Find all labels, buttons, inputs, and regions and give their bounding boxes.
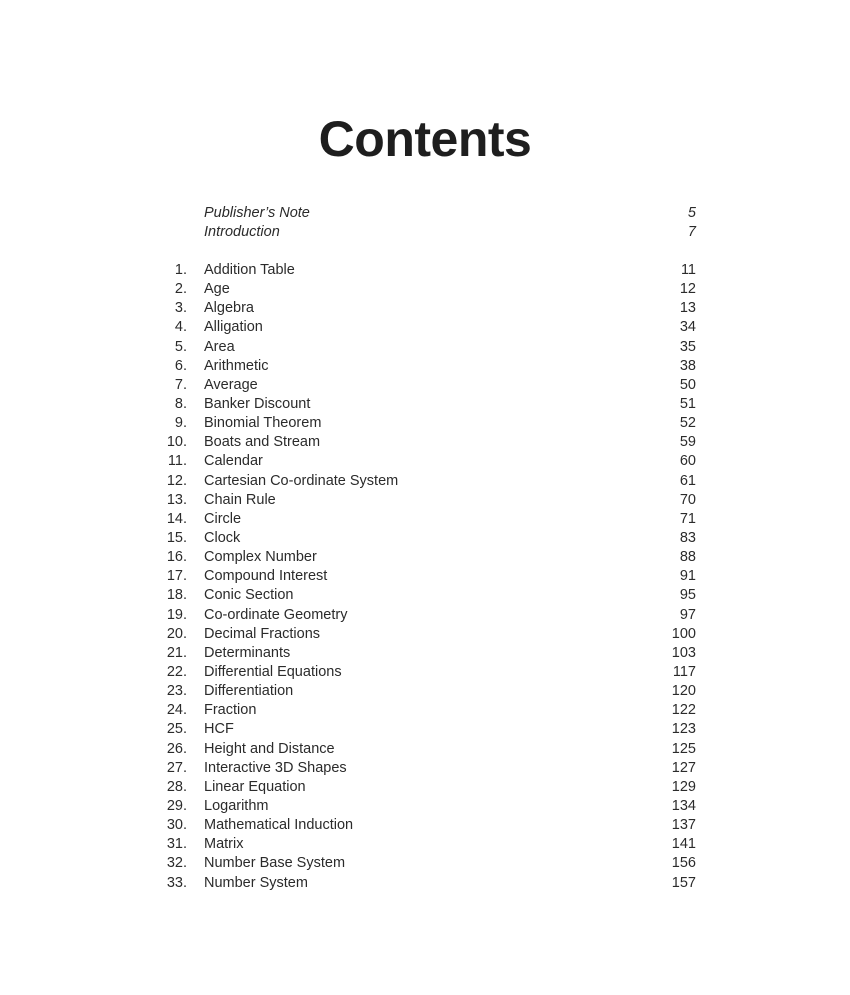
chapter-page-number: 52 — [679, 415, 696, 432]
chapter-entry[interactable] — [0, 376, 850, 395]
chapter-number: 20. — [166, 625, 187, 642]
chapter-number: 16. — [166, 549, 187, 566]
chapter-entry[interactable] — [0, 338, 850, 357]
chapter-entry[interactable] — [0, 567, 850, 586]
chapter-title: Mathematical Induction — [204, 817, 354, 834]
chapter-title: Compound Interest — [204, 568, 328, 585]
chapter-title: Alligation — [204, 319, 263, 336]
chapter-number: 2. — [174, 281, 187, 298]
chapter-title: Determinants — [204, 644, 291, 661]
chapter-entry[interactable] — [0, 395, 850, 414]
chapter-title: Banker Discount — [204, 395, 311, 412]
chapter-number: 17. — [166, 568, 187, 585]
chapter-number: 30. — [166, 817, 187, 834]
chapter-entry[interactable] — [0, 491, 850, 510]
chapter-page-number: 157 — [671, 874, 696, 891]
chapter-entry[interactable] — [0, 740, 850, 759]
chapter-page-number: 60 — [679, 453, 696, 470]
chapter-number: 32. — [166, 855, 187, 872]
chapter-title: Matrix — [204, 836, 244, 853]
chapter-number: 31. — [166, 836, 187, 853]
chapter-title: Arithmetic — [204, 357, 269, 374]
chapter-page-number: 59 — [679, 434, 696, 451]
chapter-number: 5. — [174, 338, 187, 355]
chapter-title: Decimal Fractions — [204, 625, 321, 642]
chapter-entry[interactable] — [0, 510, 850, 529]
chapter-page-number: 125 — [671, 740, 696, 757]
front-matter-list — [0, 204, 850, 242]
chapter-number: 22. — [166, 663, 187, 680]
chapter-page-number: 35 — [679, 338, 696, 355]
chapter-page-number: 13 — [679, 300, 696, 317]
chapter-title: Age — [204, 281, 230, 298]
chapter-entry[interactable] — [0, 797, 850, 816]
chapter-number: 25. — [166, 721, 187, 738]
chapter-title: Interactive 3D Shapes — [204, 759, 347, 776]
chapter-title: Differentiation — [204, 683, 294, 700]
chapter-number: 6. — [174, 357, 187, 374]
front-matter-entry[interactable] — [0, 204, 850, 223]
chapter-entry[interactable] — [0, 529, 850, 548]
entry-title: Publisher’s Note — [204, 205, 310, 221]
chapter-page-number: 95 — [679, 587, 696, 604]
chapter-number: 23. — [166, 683, 187, 700]
chapter-page-number: 71 — [679, 510, 696, 527]
chapter-page-number: 100 — [671, 625, 696, 642]
entry-page-number: 7 — [687, 224, 696, 241]
chapter-title: Binomial Theorem — [204, 415, 322, 432]
front-matter-entry[interactable] — [0, 223, 850, 242]
chapter-entry[interactable] — [0, 261, 850, 280]
chapter-title: Cartesian Co-ordinate System — [204, 472, 399, 489]
chapter-page-number: 91 — [679, 568, 696, 585]
chapter-title: Algebra — [204, 300, 254, 317]
chapter-page-number: 97 — [679, 606, 696, 623]
chapter-page-number: 83 — [679, 529, 696, 546]
chapter-number: 14. — [166, 510, 187, 527]
chapter-title: Co-ordinate Geometry — [204, 606, 348, 623]
chapter-title: Number System — [204, 874, 308, 891]
chapter-number: 3. — [174, 300, 187, 317]
chapter-entry[interactable] — [0, 644, 850, 663]
chapter-entry[interactable] — [0, 318, 850, 337]
chapter-entry[interactable] — [0, 452, 850, 471]
chapter-number: 8. — [174, 395, 187, 412]
chapter-number: 18. — [166, 587, 187, 604]
chapter-entry[interactable] — [0, 414, 850, 433]
chapter-page-number: 34 — [679, 319, 696, 336]
chapter-entry[interactable] — [0, 778, 850, 797]
entry-page-number: 5 — [687, 205, 696, 221]
chapter-number: 13. — [166, 491, 187, 508]
chapter-title: Chain Rule — [204, 491, 276, 508]
chapter-page-number: 11 — [680, 262, 696, 278]
chapter-number: 29. — [166, 797, 187, 814]
chapter-title: Fraction — [204, 702, 257, 719]
chapter-number: 24. — [166, 702, 187, 719]
chapter-page-number: 70 — [679, 491, 696, 508]
chapter-title: Circle — [204, 510, 242, 527]
chapter-number: 33. — [166, 874, 187, 891]
chapter-page-number: 123 — [671, 721, 696, 738]
chapter-number: 15. — [166, 529, 187, 546]
chapter-number: 1. — [174, 262, 187, 278]
chapter-entry[interactable] — [0, 874, 850, 893]
chapter-entry[interactable] — [0, 472, 850, 491]
chapter-page-number: 141 — [671, 836, 696, 853]
chapter-entry[interactable] — [0, 606, 850, 625]
chapter-number: 19. — [166, 606, 187, 623]
chapter-page-number: 156 — [671, 855, 696, 872]
chapter-title: Calendar — [204, 453, 263, 470]
chapter-page-number: 117 — [672, 663, 696, 680]
chapter-page-number: 50 — [679, 376, 696, 393]
chapter-number: 9. — [174, 415, 187, 432]
chapter-page-number: 12 — [679, 281, 696, 298]
chapter-title: Height and Distance — [204, 740, 335, 757]
chapter-entry[interactable] — [0, 625, 850, 644]
chapter-entry[interactable] — [0, 548, 850, 567]
chapter-title: Number Base System — [204, 855, 346, 872]
chapter-number: 11. — [167, 453, 187, 470]
chapter-page-number: 120 — [671, 683, 696, 700]
chapter-page-number: 127 — [671, 759, 696, 776]
chapter-title: Average — [204, 376, 258, 393]
chapter-title: Boats and Stream — [204, 434, 321, 451]
chapter-number: 27. — [166, 759, 187, 776]
chapter-entry[interactable] — [0, 816, 850, 835]
chapter-title: Linear Equation — [204, 778, 306, 795]
chapter-entry[interactable] — [0, 854, 850, 873]
chapter-page-number: 134 — [671, 797, 696, 814]
chapter-entry[interactable] — [0, 682, 850, 701]
chapter-number: 28. — [166, 778, 187, 795]
chapter-page-number: 61 — [679, 472, 696, 489]
chapter-page-number: 51 — [679, 395, 696, 412]
chapter-title: Complex Number — [204, 549, 317, 566]
chapter-number: 26. — [166, 740, 187, 757]
chapter-entry[interactable] — [0, 280, 850, 299]
chapter-number: 10. — [166, 434, 187, 451]
chapter-title: Addition Table — [204, 262, 295, 278]
chapter-page-number: 38 — [679, 357, 696, 374]
chapter-entry[interactable] — [0, 586, 850, 605]
chapter-title: Logarithm — [204, 797, 269, 814]
chapter-entry[interactable] — [0, 357, 850, 376]
chapter-number: 7. — [174, 376, 187, 393]
chapter-number: 12. — [166, 472, 187, 489]
chapter-title: Clock — [204, 529, 241, 546]
entry-title: Introduction — [204, 224, 280, 241]
chapter-title: Conic Section — [204, 587, 294, 604]
chapter-entry[interactable] — [0, 835, 850, 854]
chapter-page-number: 129 — [671, 778, 696, 795]
chapter-entry[interactable] — [0, 701, 850, 720]
chapter-number: 21. — [166, 644, 187, 661]
chapter-page-number: 137 — [671, 817, 696, 834]
chapter-title: HCF — [204, 721, 234, 738]
chapter-page-number: 122 — [671, 702, 696, 719]
chapter-title: Area — [204, 338, 235, 355]
chapter-title: Differential Equations — [204, 663, 342, 680]
chapter-entry[interactable] — [0, 663, 850, 682]
chapter-entry[interactable] — [0, 759, 850, 778]
chapter-number: 4. — [174, 319, 187, 336]
chapter-list — [0, 261, 850, 893]
chapter-entry[interactable] — [0, 433, 850, 452]
chapter-page-number: 103 — [671, 644, 696, 661]
chapter-entry[interactable] — [0, 299, 850, 318]
chapter-page-number: 88 — [679, 549, 696, 566]
chapter-entry[interactable] — [0, 720, 850, 739]
page-title: Contents — [318, 111, 532, 167]
